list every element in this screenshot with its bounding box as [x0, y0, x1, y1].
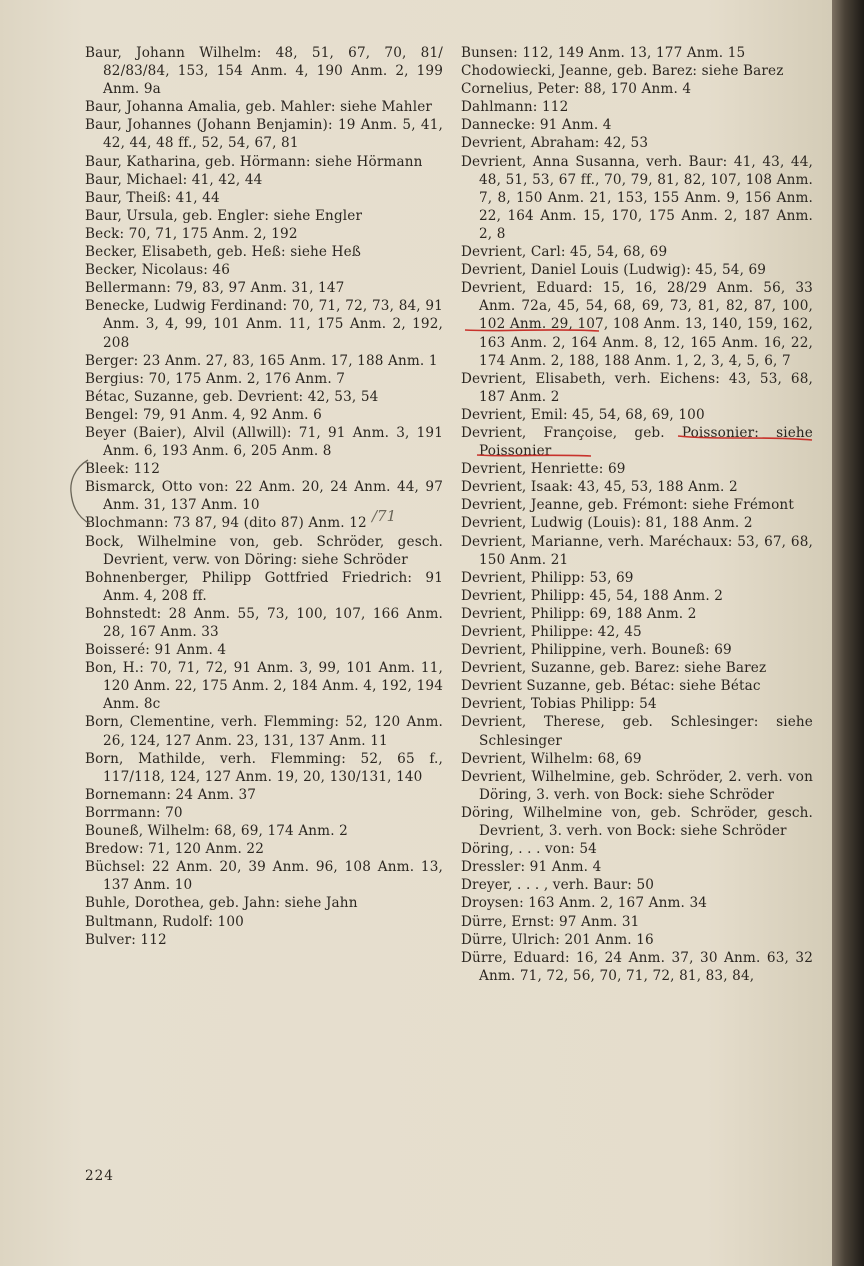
index-column-left [85, 44, 443, 949]
index-entry: Devrient, Ludwig (Louis): 81, 188 Anm. 2 [461, 515, 753, 532]
index-entry: Beck: 70, 71, 175 Anm. 2, 192 [85, 225, 298, 242]
index-entry: Büchsel: 22 Anm. 20, 39 Anm. 96, 108 Anm. 13, 137 Anm. 10 [85, 859, 443, 894]
index-entry: Bengel: 79, 91 Anm. 4, 92 Anm. 6 [85, 406, 322, 423]
index-entry: Bohnenberger, Philipp Gottfried Friedrich: 91 Anm. 4, 208 ff. [85, 569, 443, 604]
index-entry: Devrient, Isaak: 43, 45, 53, 188 Anm. 2 [461, 479, 738, 496]
index-entry: Dreyer, . . . , verh. Baur: 50 [461, 877, 655, 894]
index-entry: Buhle, Dorothea, geb. Jahn: siehe Jahn [85, 895, 358, 912]
index-entry: Devrient, Philipp: 53, 69 [461, 569, 634, 586]
index-entry: Baur, Theiß: 41, 44 [85, 189, 220, 206]
index-entry: Devrient, Emil: 45, 54, 68, 69, 100 [461, 406, 705, 423]
index-entry: Bouneß, Wilhelm: 68, 69, 174 Anm. 2 [85, 823, 348, 840]
index-entry: Devrient, Therese, geb. Schlesinger: siehe Schlesinger [461, 714, 813, 749]
index-entry: Bergius: 70, 175 Anm. 2, 176 Anm. 7 [85, 370, 346, 387]
index-entry: Dürre, Ulrich: 201 Anm. 16 [461, 931, 654, 948]
index-entry: Dressler: 91 Anm. 4 [461, 859, 602, 876]
index-entry: Dannecke: 91 Anm. 4 [461, 117, 612, 134]
index-entry: Devrient, Françoise, geb. Poissonier: siehe Poissonier [461, 424, 813, 460]
index-entry: Devrient, Philipp: 69, 188 Anm. 2 [461, 605, 697, 622]
index-entry: Bleek: 112 [85, 461, 161, 478]
index-entry: Devrient, Suzanne, geb. Barez: siehe Barez [461, 660, 767, 677]
index-entry: Beyer (Baier), Alvil (Allwill): 71, 91 Anm. 3, 191 Anm. 6, 193 Anm. 6, 205 Anm. 8 [85, 424, 443, 460]
index-entry: Devrient, Henriette: 69 [461, 461, 626, 478]
index-entry: Benecke, Ludwig Ferdinand: 70, 71, 72, 73, 84, 91 Anm. 3, 4, 99, 101 Anm. 11, 175 Anm. 2, 192, 208 [85, 298, 443, 351]
index-entry: Bredow: 71, 120 Anm. 22 [85, 841, 265, 858]
index-entry: Devrient, Carl: 45, 54, 68, 69 [461, 244, 668, 261]
index-entry: Berger: 23 Anm. 27, 83, 165 Anm. 17, 188 Anm. 1 [85, 352, 438, 369]
index-entry: Bunsen: 112, 149 Anm. 13, 177 Anm. 15 [461, 45, 746, 61]
index-entry: Droysen: 163 Anm. 2, 167 Anm. 34 [461, 895, 708, 912]
index-entry: Döring, Wilhelmine von, geb. Schröder, gesch. Devrient, 3. verh. von Bock: siehe Schröder [461, 804, 813, 840]
index-entry: Blochmann: 73 87, 94 (dito 87) Anm. 12 [85, 515, 367, 532]
index-entry: Devrient, Elisabeth, verh. Eichens: 43, 53, 68, 187 Anm. 2 [461, 370, 813, 405]
index-entry: Devrient, Philipp: 45, 54, 188 Anm. 2 [461, 587, 724, 604]
index-entry: Baur, Katharina, geb. Hörmann: siehe Hörmann [85, 153, 423, 170]
index-entry: Bon, H.: 70, 71, 72, 91 Anm. 3, 99, 101 Anm. 11, 120 Anm. 22, 175 Anm. 2, 184 Anm. 4, 192, 194 Anm. 8c [85, 660, 443, 713]
index-entry: Bultmann, Rudolf: 100 [85, 913, 244, 930]
index-entry: Bulver: 112 [85, 931, 167, 948]
index-entry: Devrient, Anna Susanna, verh. Baur: 41, 43, 44, 48, 51, 53, 67 ff., 70, 79, 81, 82, 107, 108 Anm. 7, 8, 150 Anm. 21, 153, 155 Anm. 9, 156 Anm. 22, 164 Anm. 15, 170, 175 Anm. 2, 187 Anm. 2, 8 [461, 153, 813, 242]
index-entry: Dürre, Eduard: 16, 24 Anm. 37, 30 Anm. 63, 32 Anm. 71, 72, 56, 70, 71, 72, 81, 83, 84, [461, 949, 813, 984]
index-entry: Baur, Johann Wilhelm: 48, 51, 67, 70, 81/ 82/83/84, 153, 154 Anm. 4, 190 Anm. 2, 199 Anm. 9a [85, 45, 443, 98]
index-entry: Chodowiecki, Jeanne, geb. Barez: siehe Barez [461, 63, 784, 80]
pencil-bracket-mark [62, 458, 92, 526]
index-entry: Devrient, Daniel Louis (Ludwig): 45, 54, 69 [461, 262, 767, 279]
index-entry: Baur, Ursula, geb. Engler: siehe Engler [85, 207, 363, 224]
index-entry: Dahlmann: 112 [461, 99, 569, 116]
index-entry: Devrient, Philippe: 42, 45 [461, 624, 642, 640]
index-entry: Devrient, Wilhelm: 68, 69 [461, 750, 642, 767]
index-entry: Bohnstedt: 28 Anm. 55, 73, 100, 107, 166 Anm. 28, 167 Anm. 33 [85, 605, 443, 640]
index-entry: Devrient, Abraham: 42, 53 [461, 135, 649, 152]
index-entry: Cornelius, Peter: 88, 170 Anm. 4 [461, 81, 692, 98]
page-number: 224 [85, 1168, 114, 1184]
index-entry: Bellermann: 79, 83, 97 Anm. 31, 147 [85, 280, 345, 297]
index-entry: Baur, Johannes (Johann Benjamin): 19 Anm. 5, 41, 42, 44, 48 ff., 52, 54, 67, 81 [85, 117, 443, 152]
index-entry: Becker, Elisabeth, geb. Heß: siehe Heß [85, 244, 362, 261]
index-entry: Boisseré: 91 Anm. 4 [85, 642, 227, 659]
index-entry: Bock, Wilhelmine von, geb. Schröder, gesch. Devrient, verw. von Döring: siehe Schröder [85, 533, 443, 568]
index-entry: Devrient, Marianne, verh. Maréchaux: 53, 67, 68, 150 Anm. 21 [461, 533, 813, 568]
index-entry: Bornemann: 24 Anm. 37 [85, 786, 257, 803]
index-entry: Born, Mathilde, verh. Flemming: 52, 65 f., 117/118, 124, 127 Anm. 19, 20, 130/131, 140 [85, 750, 443, 785]
index-entry: Devrient, Wilhelmine, geb. Schröder, 2. verh. von Döring, 3. verh. von Bock: siehe Schröder [461, 768, 813, 803]
index-entry: Baur, Johanna Amalia, geb. Mahler: siehe Mahler [85, 99, 433, 116]
pencil-annotation: /71 [372, 507, 397, 525]
index-entry: Devrient, Eduard: 15, 16, 28/29 Anm. 56, 33 Anm. 72a, 45, 54, 68, 69, 73, 81, 82, 87, 100, 102 Anm. 29, 107, 108 Anm. 13, 140, 159, 162, 163 Anm. 2, 164 Anm. 8, 12, 165 Anm. 16, 22, 174 Anm. 2, 188, 188 Anm. 1, 2, 3, 4, 5, 6, 7 [461, 280, 813, 369]
index-entry: Baur, Michael: 41, 42, 44 [85, 171, 263, 188]
index-entry: Born, Clementine, verh. Flemming: 52, 120 Anm. 26, 124, 127 Anm. 23, 131, 137 Anm. 11 [85, 714, 443, 749]
index-entry: Döring, . . . von: 54 [461, 841, 597, 858]
index-entry: Bismarck, Otto von: 22 Anm. 20, 24 Anm. 44, 97 Anm. 31, 137 Anm. 10 [85, 479, 443, 514]
index-entry: Dürre, Ernst: 97 Anm. 31 [461, 913, 640, 930]
index-entry: Devrient, Philippine, verh. Bouneß: 69 [461, 642, 732, 659]
index-column-right [461, 44, 813, 985]
index-entry: Devrient, Jeanne, geb. Frémont: siehe Frémont [461, 497, 794, 514]
index-entry: Devrient, Tobias Philipp: 54 [461, 696, 657, 713]
index-entry: Bétac, Suzanne, geb. Devrient: 42, 53, 54 [85, 388, 379, 405]
index-entry: Borrmann: 70 [85, 804, 183, 821]
index-entry: Devrient Suzanne, geb. Bétac: siehe Bétac [461, 678, 761, 695]
book-spine-shadow [832, 0, 864, 1266]
index-entry: Becker, Nicolaus: 46 [85, 262, 230, 279]
